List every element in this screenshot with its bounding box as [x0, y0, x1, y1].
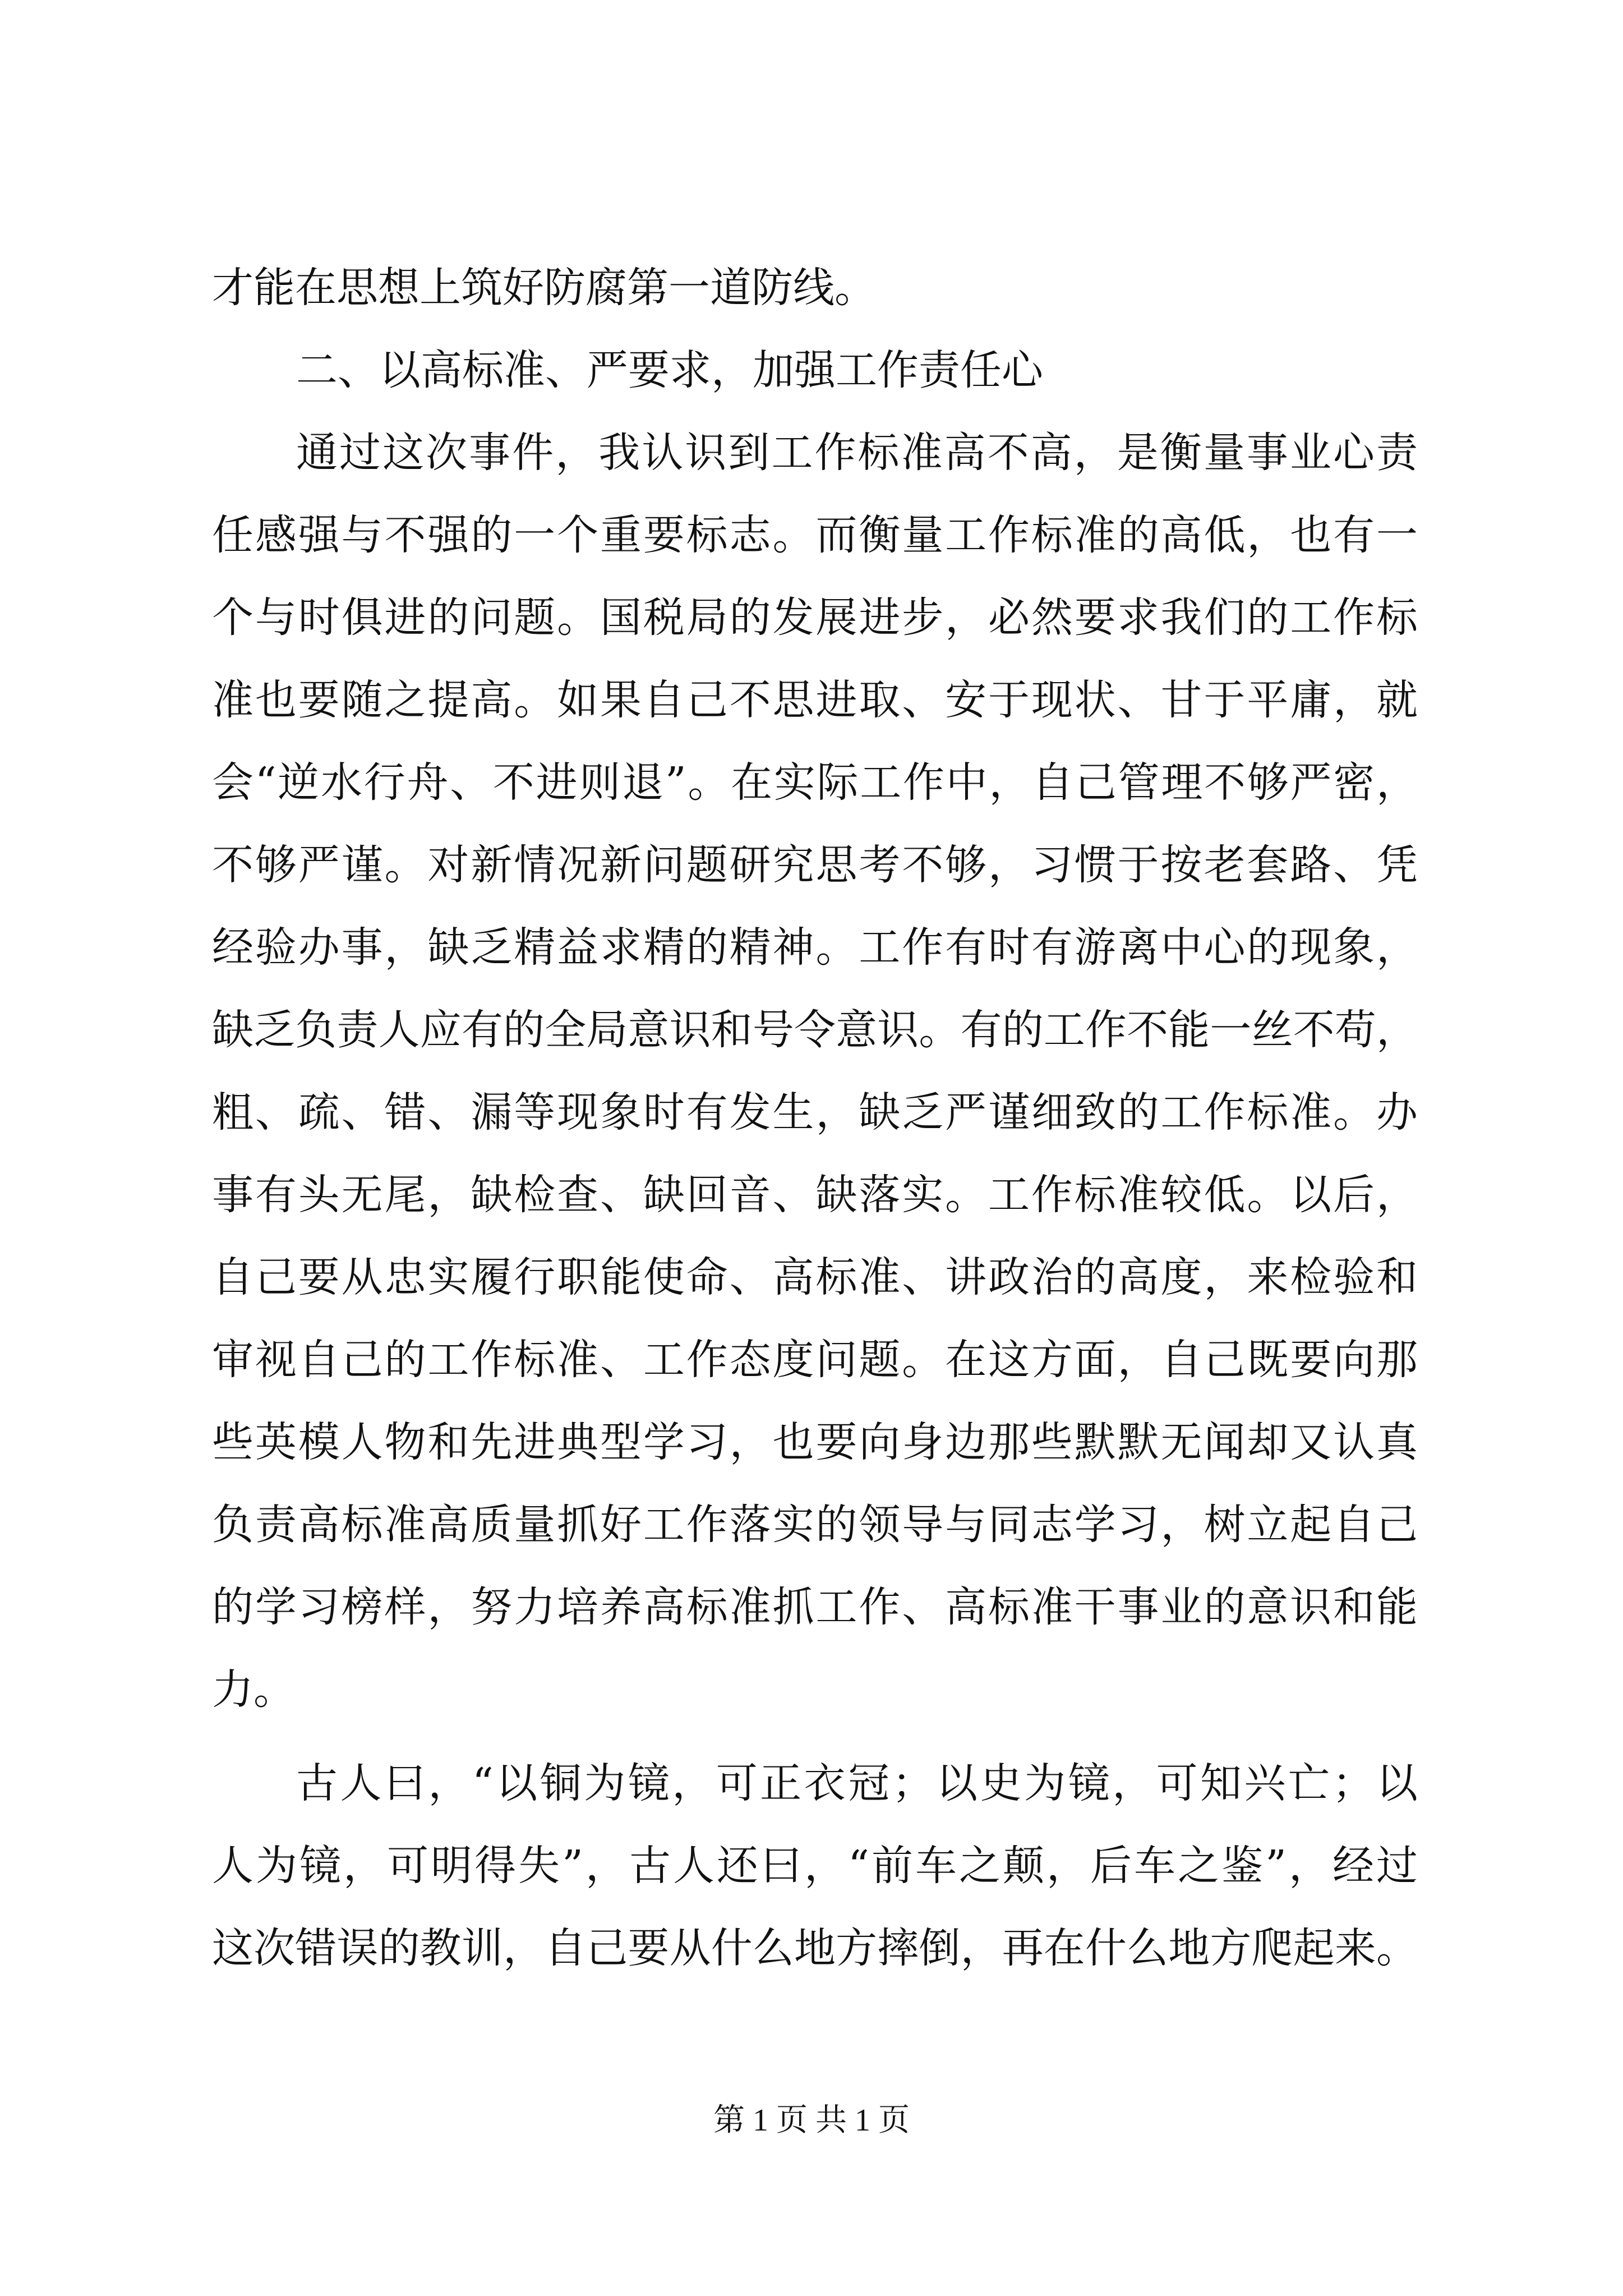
text-line: 事有头无尾，缺检查、缺回音、缺落实。工作标准较低。以后，: [212, 1171, 1418, 1219]
paragraph-first-line: 古人曰，“以铜为镜，可正衣冠；以史为镜，可知兴亡；以: [296, 1759, 1418, 1807]
text-line: 缺乏负责人应有的全局意识和号令意识。有的工作不能一丝不苟，: [212, 1006, 1418, 1054]
text-line: 任感强与不强的一个重要标志。而衡量工作标准的高低，也有一: [212, 511, 1418, 559]
text-line: 个与时俱进的问题。国税局的发展进步，必然要求我们的工作标: [212, 593, 1418, 642]
text-line: 些英模人物和先进典型学习，也要向身边那些默默无闻却又认真: [212, 1418, 1418, 1466]
text-line: 不够严谨。对新情况新问题研究思考不够，习惯于按老套路、凭: [212, 841, 1418, 889]
text-line: 才能在思想上筑好防腐第一道防线。: [212, 264, 876, 312]
text-line: 自己要从忠实履行职能使命、高标准、讲政治的高度，来检验和: [212, 1253, 1418, 1301]
text-line: 准也要随之提高。如果自己不思进取、安于现状、甘于平庸，就: [212, 676, 1418, 724]
document-body: [212, 247, 1418, 1990]
text-line: 这次错误的教训，自己要从什么地方摔倒，再在什么地方爬起来。: [212, 1924, 1418, 1972]
section-heading: 二、以高标准、严要求，加强工作责任心: [296, 346, 1043, 394]
text-line: 负责高标准高质量抓好工作落实的领导与同志学习，树立起自己: [212, 1501, 1418, 1549]
text-line: 人为镜，可明得失”，古人还曰，“前车之颠，后车之鉴”，经过: [212, 1842, 1418, 1890]
text-line: 粗、疏、错、漏等现象时有发生，缺乏严谨细致的工作标准。办: [212, 1088, 1418, 1137]
text-line: 审视自己的工作标准、工作态度问题。在这方面，自己既要向那: [212, 1336, 1418, 1384]
text-line: 的学习榜样，努力培养高标准抓工作、高标准干事业的意识和能: [212, 1583, 1418, 1631]
text-line: 经验办事，缺乏精益求精的精神。工作有时有游离中心的现象，: [212, 923, 1418, 972]
page-number-footer: 第 1 页 共 1 页: [713, 2103, 910, 2138]
text-line: 力。: [212, 1665, 295, 1714]
text-line: 会“逆水行舟、不进则退”。在实际工作中，自己管理不够严密，: [212, 758, 1418, 807]
paragraph-first-line: 通过这次事件，我认识到工作标准高不高，是衡量事业心责: [296, 429, 1418, 477]
paragraph-gap: [212, 1731, 1418, 1742]
